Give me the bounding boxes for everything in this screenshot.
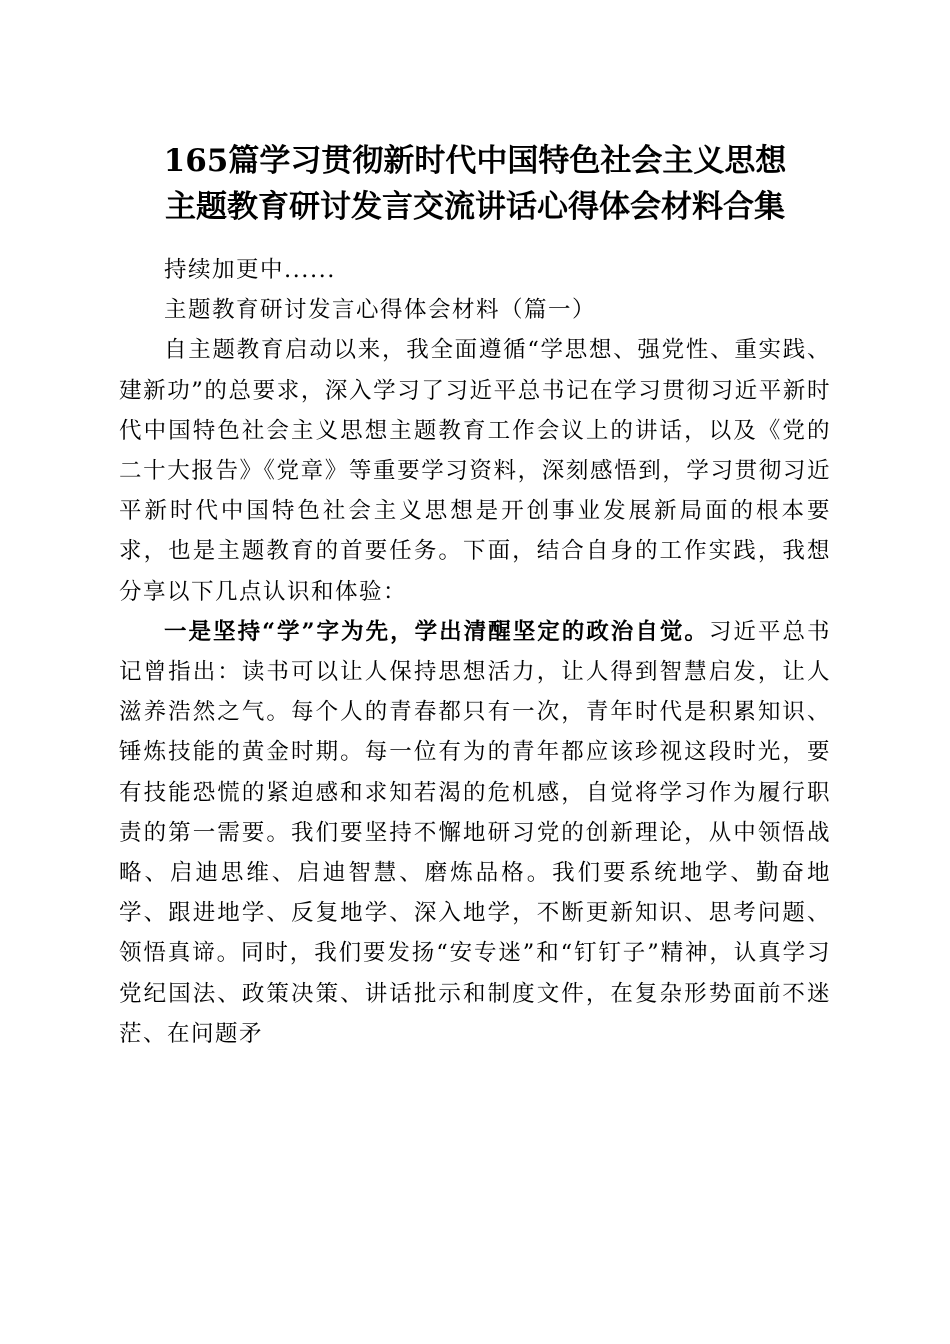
section-heading: 主题教育研讨发言心得体会材料（篇一） (164, 297, 597, 324)
paragraph-point-one-lead: 一是坚持“学”字为先，学出清醒坚定的政治自觉。 (164, 618, 709, 645)
title-line-2: 主题教育研讨发言交流讲话心得体会材料合集 (165, 189, 785, 225)
paragraph-point-one-text: 习近平总书记曾指出：读书可以让人保持思想活力，让人得到智慧启发，让人滋养浩然之气。每个人的青春都只有一次，青年时代是积累知识、锤炼技能的黄金时期。每一位有为的青年都应该珍视这段时光，要有技能恐慌的紧迫感和求知若渴的危机感，自觉将学习作为履行职责的第一需要。我们要坚持不懈地研习党的创新理论，从中领悟战略、启迪思维、启迪智慧、磨炼品格。我们要系统地学、勤奋地学、跟进地学、反复地学、深入地学，不断更新知识、思考问题、领悟真谛。同时，我们要发扬“安专迷”和“钉钉子”精神，认真学习党纪国法、政策决策、讲话批示和制度文件，在复杂形势面前不迷茫、在问题矛 (119, 618, 831, 1047)
title-line-1: 165篇学习贯彻新时代中国特色社会主义思想 (163, 143, 787, 179)
paragraph-intro: 自主题教育启动以来，我全面遵循“学思想、强党性、重实践、建新功”的总要求，深入学习了习近平总书记在学习贯彻习近平新时代中国特色社会主义思想主题教育工作会议上的讲话，以及《党的二十大报告》《党章》等重要学习资料，深刻感悟到，学习贯彻习近平新时代中国特色社会主义思想是开创事业发展新局面的根本要求，也是主题教育的首要任务。下面，结合自身的工作实践，我想分享以下几点认识和体验： (119, 337, 831, 605)
update-note: 持续加更中...... (164, 257, 336, 283)
paragraph-point-one (119, 612, 831, 1054)
document-title (100, 138, 850, 230)
document-body (119, 250, 831, 1054)
